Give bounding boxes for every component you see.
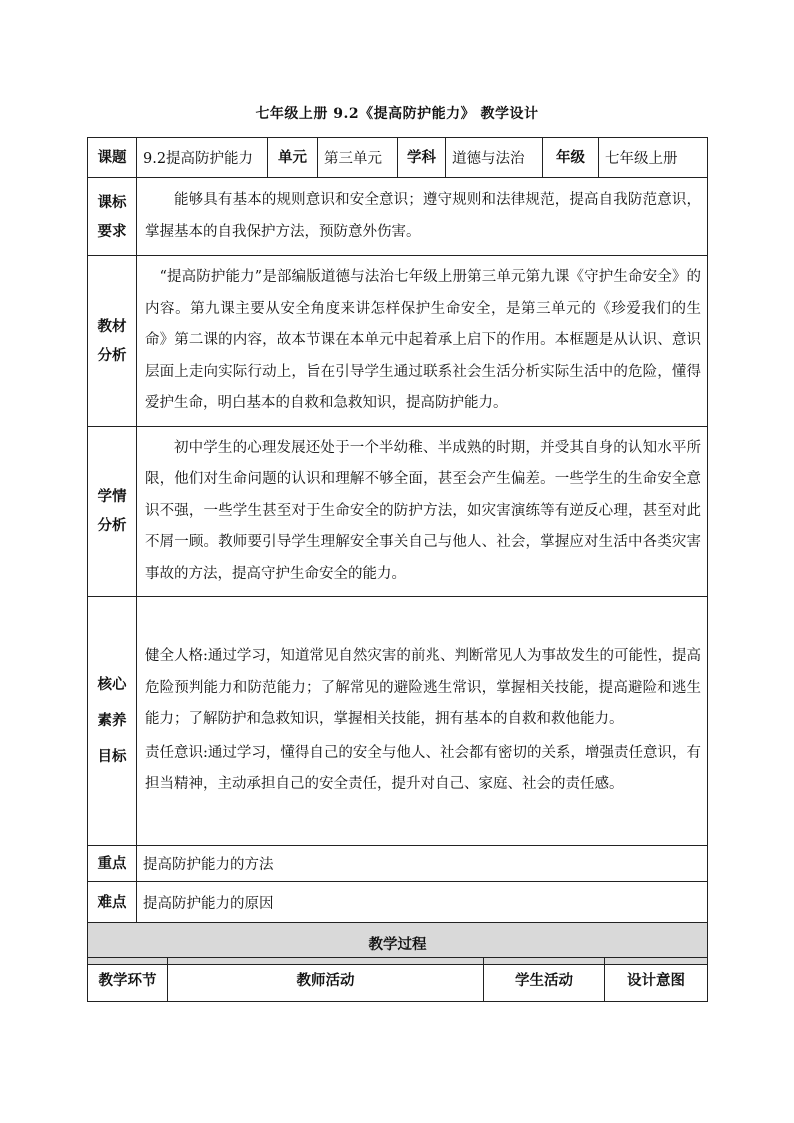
standards-label-line2: 要求 <box>97 222 127 240</box>
core-label-line2: 素养 <box>97 712 127 729</box>
textbook-label-line1: 教材 <box>97 317 127 335</box>
grade-label: 年级 <box>543 138 599 178</box>
document-title: 七年级上册 9.2《提高防护能力》 教学设计 <box>255 106 539 122</box>
unit-label: 单元 <box>268 138 318 178</box>
difficult-point-label: 难点 <box>88 882 137 923</box>
process-heading: 教学过程 <box>88 923 708 965</box>
textbook-content <box>137 256 708 427</box>
process-col-teacher: 教师活动 <box>168 958 484 1002</box>
subject-label: 学科 <box>398 138 446 178</box>
header-row <box>88 138 708 178</box>
students-label-line1: 学情 <box>97 488 127 506</box>
students-row <box>88 426 708 597</box>
core-content <box>137 597 708 846</box>
key-point-label: 重点 <box>88 846 137 882</box>
lesson-plan-table <box>87 137 708 965</box>
subject-value: 道德与法治 <box>446 138 543 178</box>
students-label <box>88 426 137 597</box>
textbook-label <box>88 256 137 427</box>
core-para-1: 健全人格:通过学习，知道常见自然灾害的前兆、判断常见人为事故发生的可能性，提高危险预判能力和防范能力；了解常见的避险逃生常识，掌握相关技能，提高避险和逃生能力；了解防护和急救知识，掌握相关技能，拥有基本的自救和救他能力。 <box>145 648 701 728</box>
process-col-stage: 教学环节 <box>88 958 168 1002</box>
topic-value: 9.2提高防护能力 <box>137 138 268 178</box>
key-point-text: 提高防护能力的方法 <box>137 846 708 882</box>
process-header-table <box>87 957 708 1002</box>
core-para-2: 责任意识:通过学习，懂得自己的安全与他人、社会都有密切的关系，增强责任意识，有担当精神，主动承担自己的安全责任，提升对自己、家庭、社会的责任感。 <box>145 744 701 793</box>
unit-value: 第三单元 <box>318 138 398 178</box>
students-label-line2: 分析 <box>97 517 127 535</box>
difficult-point-row <box>88 882 708 923</box>
topic-label: 课题 <box>88 138 137 178</box>
core-label-line3: 目标 <box>97 748 127 765</box>
key-point-row <box>88 846 708 882</box>
standards-label <box>88 178 137 256</box>
core-label-line1: 核心 <box>97 676 127 693</box>
textbook-text: “提高防护能力”是部编版道德与法治七年级上册第三单元第九课《守护生命安全》的内容。第九课主要从安全角度来讲怎样保护生命安全，是第三单元的《珍爱我们的生命》第二课的内容，故本节课在本单元中起着承上启下的作用。本框题是从认识、意识层面上走向实际行动上，旨在引导学生通过联系社会生活分析实际生活中的危险，懂得爱护生命，明白基本的自救和急救知识，提高防护能力。 <box>145 269 701 411</box>
standards-label-line1: 课标 <box>97 193 127 211</box>
grade-value: 七年级上册 <box>599 138 708 178</box>
students-content <box>137 426 708 597</box>
standards-content <box>137 178 708 256</box>
textbook-label-line2: 分析 <box>97 346 127 364</box>
students-text: 初中学生的心理发展还处于一个半幼稚、半成熟的时期，并受其自身的认知水平所限，他们对生命问题的认识和理解不够全面，甚至会产生偏差。一些学生的生命安全意识不强，一些学生甚至对于生命安全的防护方法，如灾害演练等有逆反心理，甚至对此不屑一顾。教师要引导学生理解安全事关自己与他人、社会，掌握应对生活中各类灾害事故的方法，提高守护生命安全的能力。 <box>145 439 701 582</box>
difficult-point-text: 提高防护能力的原因 <box>137 882 708 923</box>
core-row <box>88 597 708 846</box>
standards-row <box>88 178 708 256</box>
process-columns-row <box>88 958 708 1002</box>
core-label <box>88 597 137 846</box>
textbook-row <box>88 256 708 427</box>
standards-text: 能够具有基本的规则意识和安全意识；遵守规则和法律规范，提高自我防范意识，掌握基本的自我保护方法，预防意外伤害。 <box>145 192 701 240</box>
process-col-intent: 设计意图 <box>605 958 708 1002</box>
process-col-student: 学生活动 <box>484 958 605 1002</box>
